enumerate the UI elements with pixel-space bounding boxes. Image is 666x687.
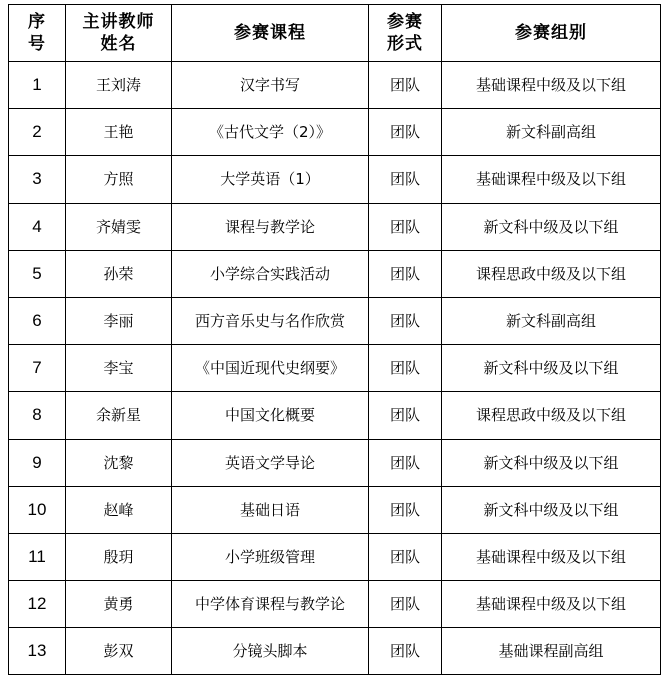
table-row xyxy=(9,581,661,628)
table-row xyxy=(9,109,661,156)
cell-group: 基础课程中级及以下组 xyxy=(442,62,661,109)
cell-no: 11 xyxy=(9,533,66,580)
cell-teacher: 孙荣 xyxy=(66,250,172,297)
cell-course: 中国文化概要 xyxy=(172,392,369,439)
cell-teacher: 赵峰 xyxy=(66,486,172,533)
cell-course: 《中国近现代史纲要》 xyxy=(172,345,369,392)
cell-course: 小学班级管理 xyxy=(172,533,369,580)
table-row xyxy=(9,62,661,109)
cell-course: 汉字书写 xyxy=(172,62,369,109)
table-header-row xyxy=(9,5,661,62)
header-group: 参赛组别 xyxy=(442,5,661,62)
cell-form: 团队 xyxy=(369,156,442,203)
cell-no: 6 xyxy=(9,297,66,344)
cell-group: 新文科中级及以下组 xyxy=(442,486,661,533)
cell-group: 课程思政中级及以下组 xyxy=(442,250,661,297)
cell-group: 基础课程中级及以下组 xyxy=(442,156,661,203)
table-row xyxy=(9,533,661,580)
table-row xyxy=(9,345,661,392)
table-row xyxy=(9,297,661,344)
cell-form: 团队 xyxy=(369,439,442,486)
header-teacher-line: 主讲教师 xyxy=(82,12,155,32)
cell-no: 7 xyxy=(9,345,66,392)
cell-course: 基础日语 xyxy=(172,486,369,533)
cell-teacher: 王刘涛 xyxy=(66,62,172,109)
cell-form: 团队 xyxy=(369,62,442,109)
cell-no: 5 xyxy=(9,250,66,297)
header-no-line: 序 xyxy=(28,12,46,32)
header-no xyxy=(9,5,66,62)
cell-group: 新文科中级及以下组 xyxy=(442,203,661,250)
cell-no: 9 xyxy=(9,439,66,486)
table-body xyxy=(9,62,661,675)
header-form xyxy=(369,5,442,62)
cell-form: 团队 xyxy=(369,392,442,439)
cell-form: 团队 xyxy=(369,109,442,156)
cell-no: 4 xyxy=(9,203,66,250)
participant-table xyxy=(8,4,661,675)
cell-form: 团队 xyxy=(369,486,442,533)
cell-course: 课程与教学论 xyxy=(172,203,369,250)
header-form-line: 参赛 xyxy=(387,12,423,32)
cell-no: 12 xyxy=(9,581,66,628)
header-teacher-line: 姓名 xyxy=(100,34,137,54)
cell-course: 小学综合实践活动 xyxy=(172,250,369,297)
table-row xyxy=(9,628,661,675)
header-form-line: 形式 xyxy=(387,34,423,54)
cell-course: 英语文学导论 xyxy=(172,439,369,486)
table-row xyxy=(9,203,661,250)
header-no-line: 号 xyxy=(28,34,46,54)
cell-course: 分镜头脚本 xyxy=(172,628,369,675)
table-row xyxy=(9,439,661,486)
cell-form: 团队 xyxy=(369,533,442,580)
header-course: 参赛课程 xyxy=(172,5,369,62)
cell-form: 团队 xyxy=(369,581,442,628)
cell-no: 10 xyxy=(9,486,66,533)
cell-no: 2 xyxy=(9,109,66,156)
cell-teacher: 李丽 xyxy=(66,297,172,344)
cell-group: 新文科副高组 xyxy=(442,109,661,156)
cell-course: 西方音乐史与名作欣赏 xyxy=(172,297,369,344)
cell-course: 大学英语（1） xyxy=(172,156,369,203)
cell-teacher: 殷玥 xyxy=(66,533,172,580)
cell-form: 团队 xyxy=(369,250,442,297)
cell-course: 《古代文学（2）》 xyxy=(172,109,369,156)
cell-group: 基础课程副高组 xyxy=(442,628,661,675)
cell-no: 13 xyxy=(9,628,66,675)
cell-form: 团队 xyxy=(369,203,442,250)
cell-form: 团队 xyxy=(369,345,442,392)
cell-group: 基础课程中级及以下组 xyxy=(442,533,661,580)
cell-teacher: 余新星 xyxy=(66,392,172,439)
cell-group: 新文科副高组 xyxy=(442,297,661,344)
table-row xyxy=(9,392,661,439)
cell-form: 团队 xyxy=(369,297,442,344)
cell-teacher: 齐婧雯 xyxy=(66,203,172,250)
cell-no: 1 xyxy=(9,62,66,109)
table-row xyxy=(9,156,661,203)
cell-group: 新文科中级及以下组 xyxy=(442,345,661,392)
cell-no: 3 xyxy=(9,156,66,203)
cell-teacher: 李宝 xyxy=(66,345,172,392)
cell-group: 课程思政中级及以下组 xyxy=(442,392,661,439)
cell-course: 中学体育课程与教学论 xyxy=(172,581,369,628)
cell-teacher: 方照 xyxy=(66,156,172,203)
table-row xyxy=(9,486,661,533)
cell-teacher: 沈黎 xyxy=(66,439,172,486)
header-teacher xyxy=(66,5,172,62)
cell-group: 新文科中级及以下组 xyxy=(442,439,661,486)
cell-teacher: 黄勇 xyxy=(66,581,172,628)
cell-teacher: 彭双 xyxy=(66,628,172,675)
table-row xyxy=(9,250,661,297)
cell-no: 8 xyxy=(9,392,66,439)
cell-form: 团队 xyxy=(369,628,442,675)
cell-group: 基础课程中级及以下组 xyxy=(442,581,661,628)
cell-teacher: 王艳 xyxy=(66,109,172,156)
